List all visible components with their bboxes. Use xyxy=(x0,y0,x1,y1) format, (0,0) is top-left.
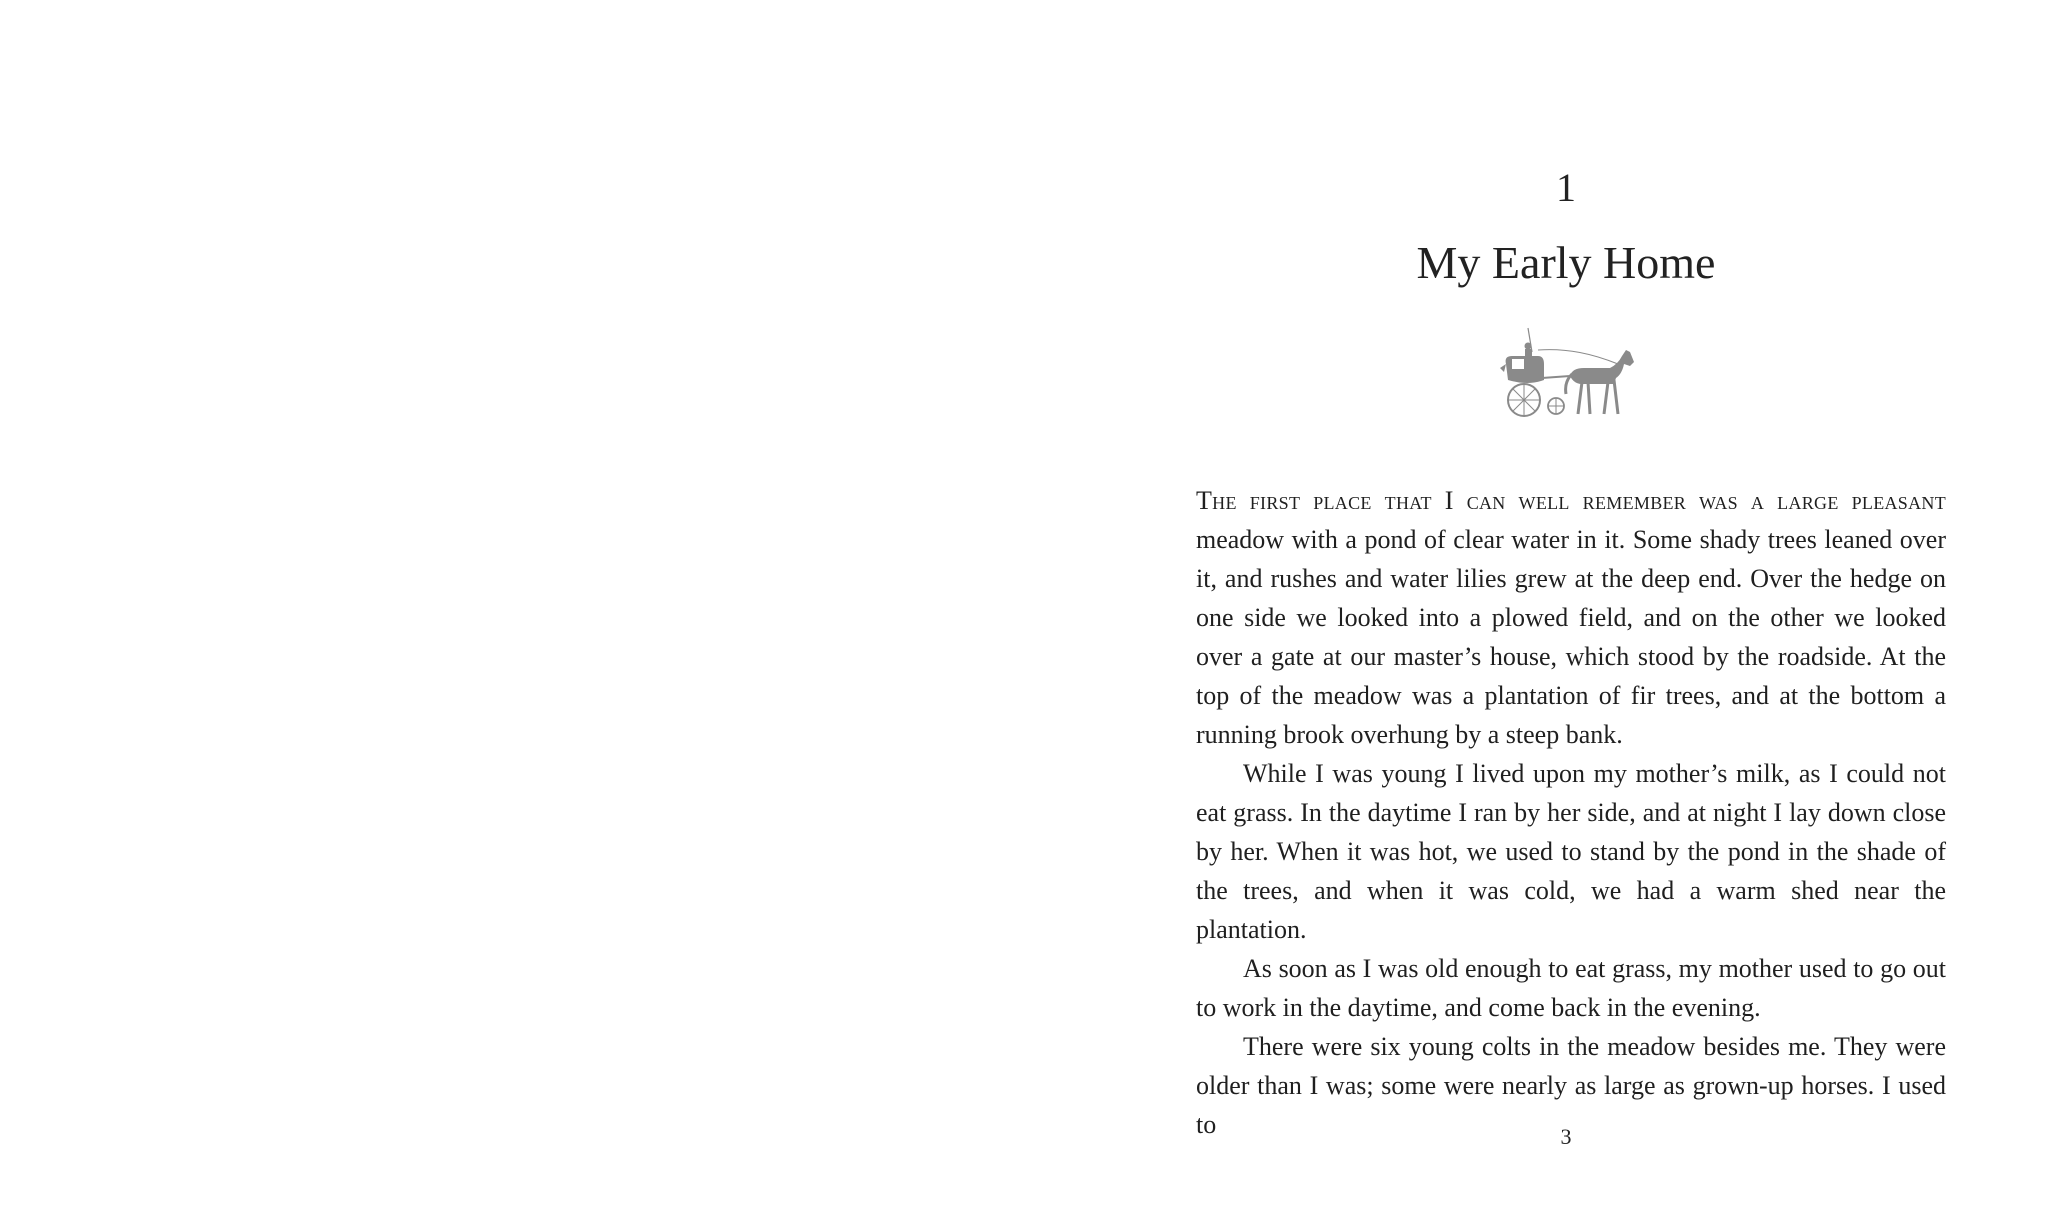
paragraph-1-lead: The first place that I can well remember was a large pleasant xyxy=(1196,486,1946,515)
paragraph-2: While I was young I lived upon my mother’s milk, as I could not eat grass. In the daytime I ran by her side, and at night I lay down close by her. When it was hot, we used to stand by the pond in the shade of the trees, and when it was cold, we had a warm shed near the plantation. xyxy=(1196,759,1946,944)
paragraph-3: As soon as I was old enough to eat grass, my mother used to go out to work in the daytime, and come back in the evening. xyxy=(1196,954,1946,1022)
body-text xyxy=(1196,481,1946,1144)
chapter-title: My Early Home xyxy=(1416,237,1716,288)
paragraph-1 xyxy=(1196,481,1946,754)
chapter-number: 1 xyxy=(1556,165,1576,210)
horse-carriage-icon xyxy=(1498,324,1638,420)
paragraph-4: There were six young colts in the meadow besides me. They were older than I was; some were nearly as large as grown-up horses. I used to xyxy=(1196,1032,1946,1139)
page-number: 3 xyxy=(1560,1124,1572,1149)
paragraph-1-text: meadow with a pond of clear water in it. Some shady trees leaned over it, and rushes and water lilies grew at the deep end. Over the hedge on one side we looked into a plowed field, and on the other we looked over a gate at our master’s house, which stood by the roadside. At the top of the meadow was a plantation of fir trees, and at the bottom a running brook overhung by a steep bank. xyxy=(1196,525,1946,749)
